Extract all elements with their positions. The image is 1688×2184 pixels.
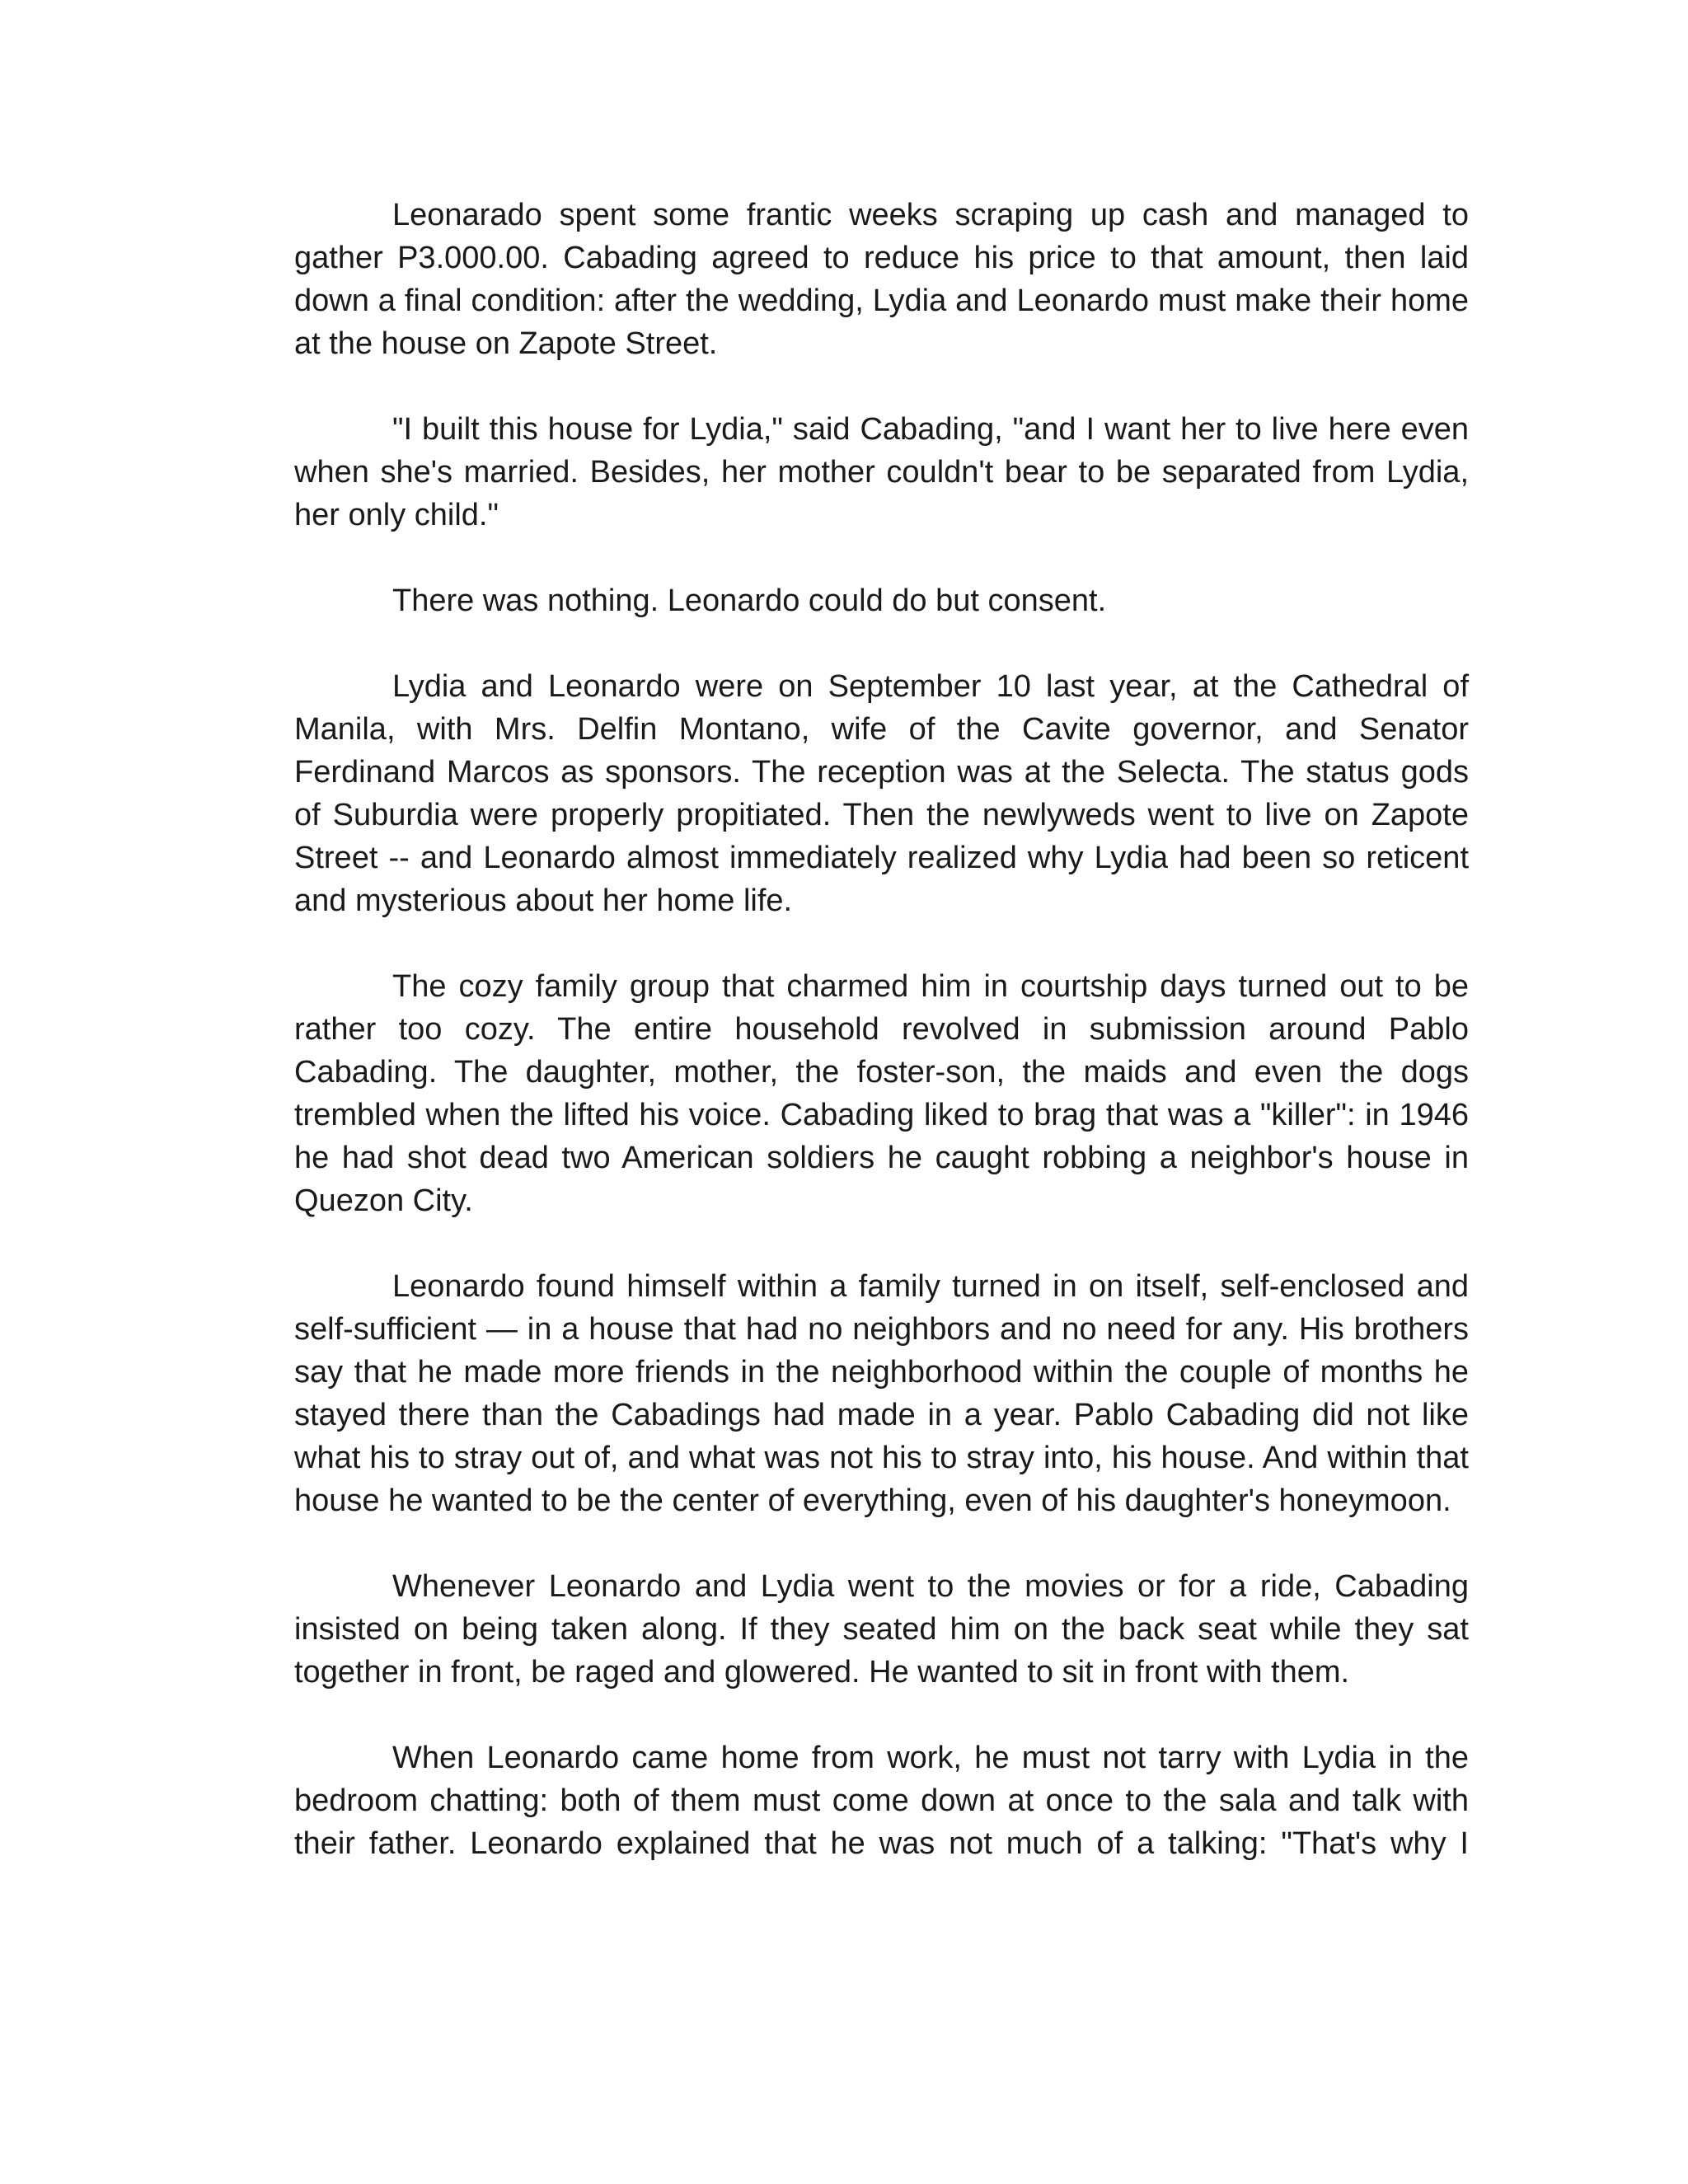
paragraph-4: Lydia and Leonardo were on September 10 last year, at the Cathedral of Manila, with Mrs. Delfin Montano, wife of the Cavite governor, and Senator Ferdinand Marcos as sponsors. The reception was at the Selecta. The status gods of Suburdia were properly propitiated. Then the newlyweds went to live on Zapote Street -- and Leonardo almost immediately realized why Lydia had been so reticent and mysterious about her home life. bbox=[294, 669, 1469, 918]
paragraph-7: Whenever Leonardo and Lydia went to the movies or for a ride, Cabading insisted on being taken along. If they seated him on the back seat while they sat together in front, be raged and glowered. He wanted to sit in front with them. bbox=[294, 1569, 1469, 1690]
paragraph-8: When Leonardo came home from work, he must not tarry with Lydia in the bedroom chatting: both of them must come down at once to the sala and talk with their father. Leonardo explained that he was not much of a talking: "That's why I bbox=[294, 1741, 1469, 1861]
paragraph-3: There was nothing. Leonardo could do but consent. bbox=[392, 583, 1107, 618]
body-text bbox=[294, 194, 1469, 1865]
paragraph-6: Leonardo found himself within a family turned in on itself, self-enclosed and self-sufficient — in a house that had no neighbors and no need for any. His brothers say that he made more friends in the neighborhood within the couple of months he stayed there than the Cabadings had made in a year. Pablo Cabading did not like what his to stray out of, and what was not his to stray into, his house. And within that house he wanted to be the center of everything, even of his daughter's honeymoon. bbox=[294, 1269, 1469, 1518]
paragraph-5: The cozy family group that charmed him in courtship days turned out to be rather too cozy. The entire household revolved in submission around Pablo Cabading. The daughter, mother, the foster-son, the maids and even the dogs trembled when the lifted his voice. Cabading liked to brag that was a "killer": in 1946 he had shot dead two American soldiers he caught robbing a neighbor's house in Quezon City. bbox=[294, 969, 1469, 1218]
paragraph-1: Leonarado spent some frantic weeks scraping up cash and managed to gather P3.000.00. Cabading agreed to reduce his price to that amount, then laid down a final condition: after the wedding, Lydia and Leonardo must make their home at the house on Zapote Street. bbox=[294, 198, 1469, 361]
paragraph-2: "I built this house for Lydia," said Cabading, "and I want her to live here even when she's married. Besides, her mother couldn't bear to be separated from Lydia, her only child." bbox=[294, 412, 1469, 532]
